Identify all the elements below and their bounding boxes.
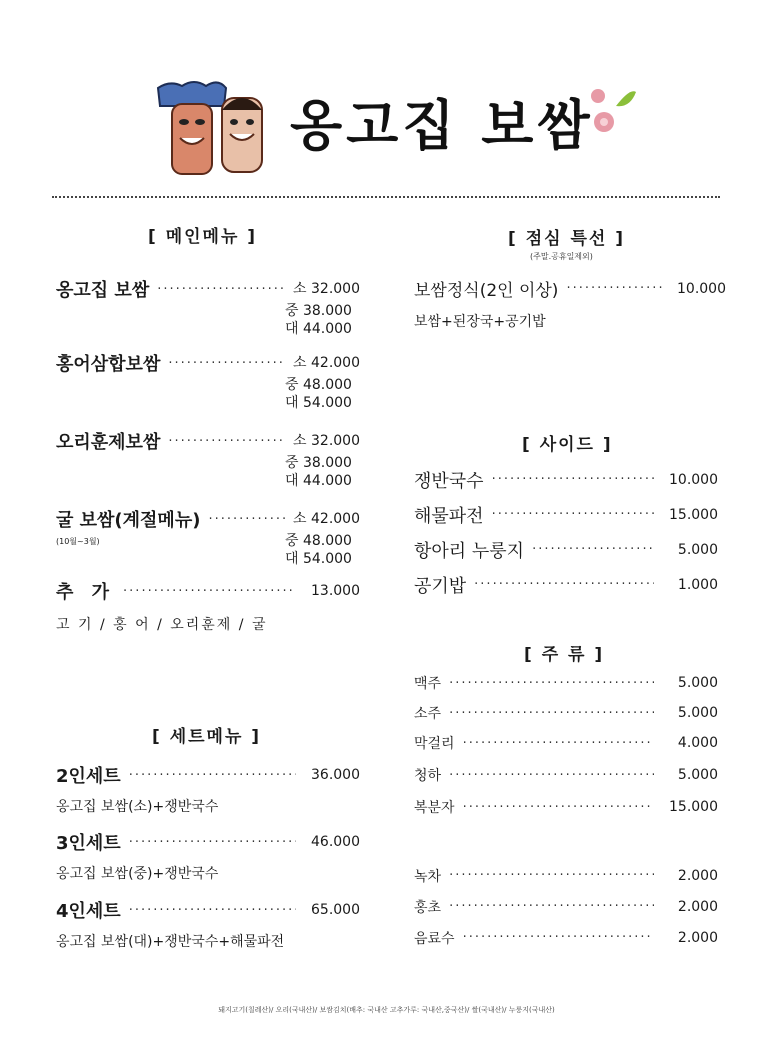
- leader-dots: [123, 584, 296, 599]
- menu-item: [56, 506, 360, 568]
- lunch-note: (주말.공휴일제외): [530, 252, 593, 261]
- item-name: 항아리 누룽지: [414, 540, 525, 562]
- leader-dots: [449, 899, 654, 914]
- menu-item: [56, 276, 360, 338]
- item-price: 대 54.000: [285, 395, 352, 411]
- item-name: 추 가: [56, 582, 116, 603]
- leader-dots: [449, 676, 654, 691]
- item-price: 15.000: [669, 506, 718, 523]
- leader-dots: [129, 903, 296, 918]
- item-name: 막걸리: [414, 736, 455, 752]
- leader-dots: [208, 512, 285, 527]
- main-menu-heading: [ 메인메뉴 ]: [148, 227, 258, 247]
- extra-desc: 고 기 / 홍 어 / 오리훈제 / 굴: [56, 617, 268, 633]
- item-price: 2.000: [677, 867, 718, 884]
- item-name: 2인세트: [56, 766, 121, 787]
- item-price: 2.000: [677, 898, 718, 915]
- leader-dots: [463, 736, 654, 751]
- item-name: 홍어삼합보쌈: [56, 354, 161, 375]
- item-name: 맥주: [414, 676, 442, 692]
- item-price: 65.000: [311, 902, 360, 918]
- item-name: 음료수: [414, 930, 455, 947]
- item-name: 복분자: [414, 800, 455, 816]
- item-price: 중 48.000: [285, 377, 352, 393]
- leader-dots: [463, 800, 654, 815]
- item-price: 대 44.000: [285, 473, 352, 489]
- item-price: 중 38.000: [285, 455, 352, 471]
- set-item: [56, 897, 360, 951]
- item-name: 공기밥: [414, 575, 467, 597]
- leader-dots: [157, 282, 285, 297]
- item-name: 해물파전: [414, 505, 484, 527]
- item-price: 13.000: [311, 583, 360, 599]
- divider: [52, 196, 720, 198]
- item-price: 10.000: [669, 471, 718, 488]
- lunch-heading: [ 점심 특선 ]: [508, 229, 625, 249]
- lunch-desc: 보쌈+된장국+공기밥: [414, 314, 546, 330]
- side-list: [414, 462, 718, 602]
- item-price: 10.000: [677, 280, 726, 297]
- item-name: 3인세트: [56, 833, 121, 854]
- item-price: 36.000: [311, 767, 360, 783]
- item-price: 소 32.000: [293, 281, 360, 297]
- leader-dots: [532, 542, 654, 557]
- extra-item: [56, 578, 360, 634]
- set-item: [56, 829, 360, 883]
- item-price: 15.000: [669, 799, 718, 815]
- item-price: 5.000: [677, 541, 718, 558]
- item-name: 굴 보쌈(계절메뉴): [56, 510, 201, 531]
- set-item: [56, 762, 360, 816]
- drinks-heading: [ 주 류 ]: [524, 645, 605, 665]
- soft-drinks-list: [414, 860, 718, 953]
- leader-dots: [449, 868, 654, 883]
- item-price: 중 38.000: [285, 303, 352, 319]
- lunch-item: [414, 276, 726, 331]
- item-price: 소 42.000: [293, 511, 360, 527]
- leader-dots: [449, 768, 654, 783]
- menu-item: [56, 350, 360, 412]
- item-price: 2.000: [677, 929, 718, 946]
- set-desc: 옹고집 보쌈(소)+쟁반국수: [56, 799, 219, 815]
- item-name: 오리훈제보쌈: [56, 432, 161, 453]
- item-name: 녹차: [414, 868, 442, 885]
- leader-dots: [492, 472, 654, 487]
- set-desc: 옹고집 보쌈(대)+쟁반국수+해물파전: [56, 934, 285, 950]
- item-name: 청하: [414, 768, 442, 784]
- item-name: 보쌈정식(2인 이상): [414, 281, 559, 301]
- item-price: 4.000: [677, 735, 718, 751]
- item-name: 쟁반국수: [414, 470, 484, 492]
- item-name: 옹고집 보쌈: [56, 280, 150, 301]
- leader-dots: [168, 434, 285, 449]
- item-price: 대 54.000: [285, 551, 352, 567]
- origin-footer: 돼지고기(칠레산)/ 오리(국내산)/ 보쌈김치(배추: 국내산 고추가루: 국내산,중국산)/ 쌀(국내산)/ 누룽지(국내산): [218, 1006, 555, 1014]
- leader-dots: [566, 281, 662, 296]
- item-price: 5.000: [677, 705, 718, 721]
- leader-dots: [492, 507, 654, 522]
- leader-dots: [474, 577, 654, 592]
- side-heading: [ 사이드 ]: [522, 435, 613, 455]
- leader-dots: [463, 930, 654, 945]
- item-price: 1.000: [677, 576, 718, 593]
- menu-item: [56, 428, 360, 490]
- item-note: (10월~3월): [56, 536, 100, 546]
- leader-dots: [129, 835, 296, 850]
- item-price: 46.000: [311, 834, 360, 850]
- item-price: 소 42.000: [293, 355, 360, 371]
- item-price: 5.000: [677, 767, 718, 783]
- set-menu-heading: [ 세트메뉴 ]: [152, 727, 262, 747]
- item-name: 홍초: [414, 899, 442, 916]
- brand-title: 옹고집 보쌈: [290, 93, 594, 157]
- item-name: 4인세트: [56, 901, 121, 922]
- item-price: 5.000: [677, 675, 718, 691]
- item-price: 소 32.000: [293, 433, 360, 449]
- item-price: 중 48.000: [285, 533, 352, 549]
- leader-dots: [168, 356, 285, 371]
- item-price: 대 44.000: [285, 321, 352, 337]
- drinks-list: [414, 668, 718, 822]
- leader-dots: [449, 706, 654, 721]
- set-desc: 옹고집 보쌈(중)+쟁반국수: [56, 866, 219, 882]
- item-name: 소주: [414, 706, 442, 722]
- leader-dots: [129, 768, 296, 783]
